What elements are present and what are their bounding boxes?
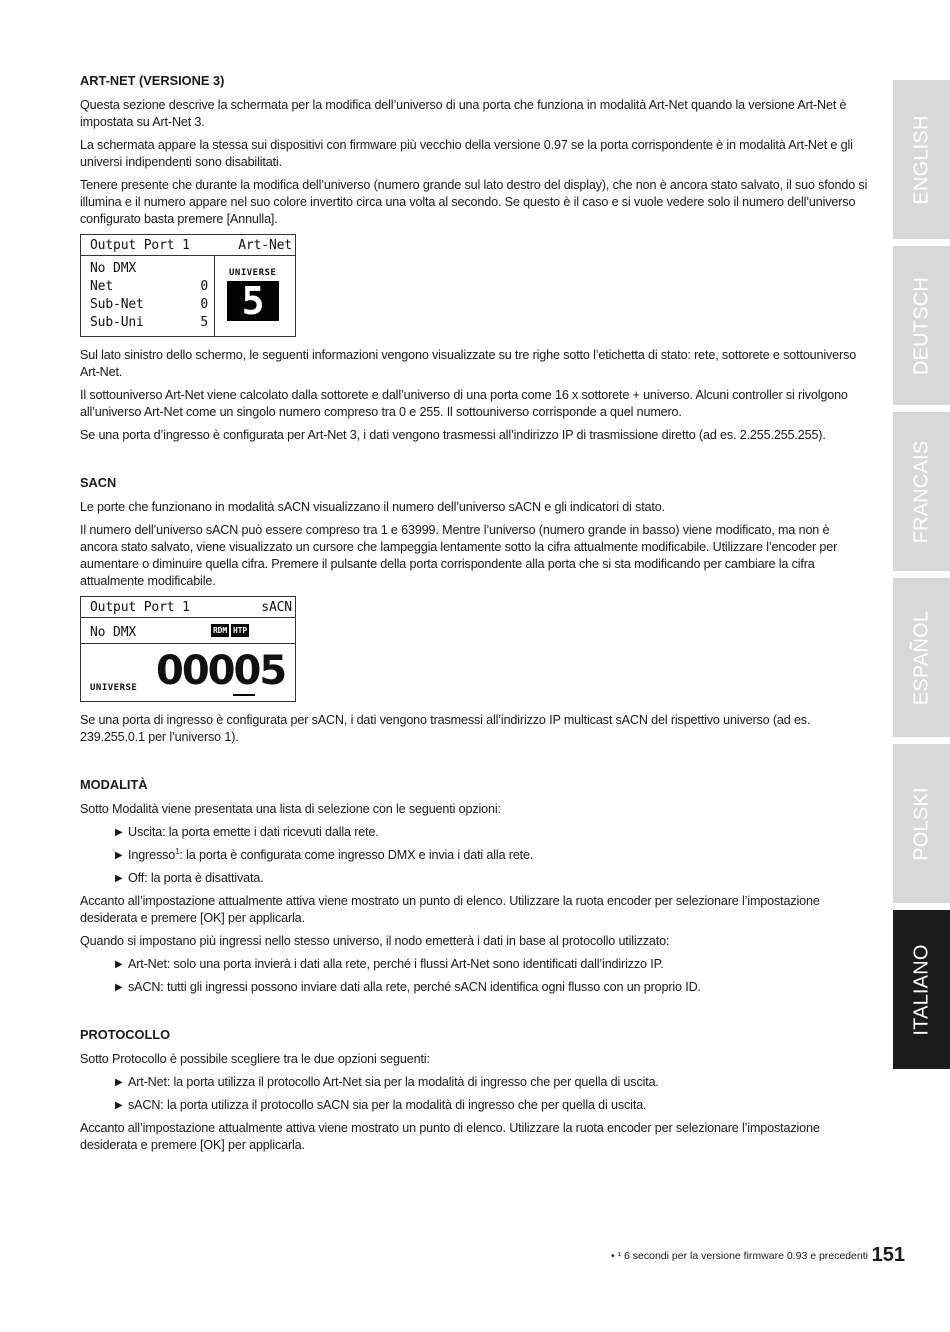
tab-espanol[interactable]: ESPAÑOL [893,578,950,737]
tab-francais[interactable]: FRANCAIS [893,412,950,571]
arrow-right-icon: ▶ [115,873,123,884]
paragraph: Accanto all’impostazione attualmente attiva viene mostrato un punto di elenco. Utilizzare la ruota encoder per selezionare l’impostazione desiderata e premere [OK] per applicarla. [80,894,820,925]
section-title-modalita: MODALITÀ [80,777,148,792]
universe-value: 5 [227,281,279,321]
main-content [80,72,870,1160]
paragraph: Il sottouniverso Art-Net viene calcolato dalla sottorete e dall’universo di una porta come 16 x sottorete + universo. Alcuni controller si rivolgono all’universo Art-Net come un singolo numero compreso tra 0 e 255. Il sottouniverso corrisponde a quel numero. [80,388,848,419]
htp-badge: HTP [233,626,247,635]
paragraph: La schermata appare la stessa sui dispositivi con firmware più vecchio della versione 0.97 se la porta corrispondente è in modalità Art-Net e gli universi indipendenti sono disabilitati. [80,138,853,169]
display-info-rows [90,260,208,332]
paragraph: Se una porta di ingresso è configurata per sACN, i dati vengono trasmessi all’indirizzo IP multicast sACN del rispettivo universo (ad es. 239.255.0.1 per l’universo 1). [80,713,811,744]
universe-label: UNIVERSE [229,268,277,278]
arrow-right-icon: ▶ [115,827,123,838]
paragraph: Le porte che funzionano in modalità sACN visualizzano il numero dell’universo sACN e gli indicatori di stato. [80,500,665,514]
section-title-sacn: SACN [80,475,117,490]
status-badges [211,624,249,637]
net-label: Net [90,279,114,294]
rdm-badge: RDM [213,626,227,635]
paragraph: Sotto Modalità viene presentata una lista di selezione con le seguenti opzioni: [80,802,501,816]
edit-cursor [233,694,255,696]
paragraph: Il numero dell’universo sACN può essere compreso tra 1 e 63999. Mentre l’universo (numero grande in basso) viene modificato, ma non è ancora stato salvato, viene visualizzato un cursore che lampeggia lentamente sotto la cifra attualmente modificabile. Utilizzare l’encoder per aumentare o diminuire quella cifra. Premere il pulsante della porta corrispondente alla porta che si sta modificando per cambiare la cifra attualmente modificabile. [80,523,838,588]
display-mode-label: sACN [261,600,292,615]
universe-label: UNIVERSE [90,683,138,693]
paragraph: Questa sezione descrive la schermata per la modifica dell’universo di una porta che funziona in modalità Art-Net quando la versione Art-Net è impostata su Art-Net 3. [80,98,847,129]
list-item: ▶ Art-Net: la porta utilizza il protocollo Art-Net sia per la modalità di ingresso che per quella di uscita. [115,1075,659,1089]
subnet-label: Sub-Net [90,297,144,312]
arrow-right-icon: ▶ [115,1100,123,1111]
display-header [81,597,295,618]
footnote: • ¹ 6 secondi per la versione firmware 0.93 e precedenti [611,1250,868,1262]
display-status: No DMX [90,625,137,640]
tab-deutsch[interactable]: DEUTSCH [893,246,950,405]
protocol-behaviour-list [80,956,870,996]
arrow-right-icon: ▶ [115,959,123,970]
arrow-right-icon: ▶ [115,850,123,861]
page-footer [595,1244,905,1270]
artnet-display-illustration [80,234,296,337]
list-item: ▶ Art-Net: solo una porta invierà i dati alla rete, perché i flussi Art-Net sono identificati dall’indirizzo IP. [115,957,664,971]
list-item: ▶ sACN: tutti gli ingressi possono inviare dati alla rete, perché sACN identifica ogni flusso con un proprio ID. [115,980,701,994]
tab-english[interactable]: ENGLISH [893,80,950,239]
footnote-marker: 1 [175,846,180,856]
list-item: ▶ sACN: la porta utilizza il protocollo sACN sia per la modalità di ingresso che per quella di uscita. [115,1098,647,1112]
display-divider [214,255,215,336]
page-number: 151 [871,1244,905,1266]
paragraph: Quando si impostano più ingressi nello stesso universo, il nodo emetterà i dati in base al protocollo utilizzato: [80,934,670,948]
list-item: ▶ Ingresso$^1$: la porta è configurata come ingresso DMX e invia i dati alla rete. [115,846,534,862]
arrow-right-icon: ▶ [115,1077,123,1088]
paragraph: Tenere presente che durante la modifica dell’universo (numero grande sul lato destro del display), che non è ancora stato salvato, il suo sfondo si illumina e il numero appare nel suo colore invertito circa una volta al secondo. Se questo è il caso e si vuole vedere solo il numero dell’universo configurato basta premere [Annulla]. [80,178,868,226]
language-tabs [893,80,950,1076]
list-item: ▶ Uscita: la porta emette i dati ricevuti dalla rete. [115,825,379,839]
subuni-label: Sub-Uni [90,315,144,330]
universe-value: 00005 [156,648,286,694]
display-port-label: Output Port 1 [90,600,190,615]
paragraph: Sotto Protocollo è possibile scegliere tra le due opzioni seguenti: [80,1052,430,1066]
list-item: ▶ Off: la porta è disattivata. [115,871,264,885]
paragraph: Accanto all’impostazione attualmente attiva viene mostrato un punto di elenco. Utilizzare la ruota encoder per selezionare l’impostazione desiderata e premere [OK] per applicarla. [80,1121,820,1152]
display-status-row [81,617,295,644]
mode-options-list [80,824,870,887]
paragraph: Sul lato sinistro dello schermo, le seguenti informazioni vengono visualizzate su tre righe sotto l’etichetta di stato: rete, sottorete e sottouniverso Art-Net. [80,348,857,379]
sacn-display-illustration [80,596,296,702]
section-title-protocollo: PROTOCOLLO [80,1027,171,1042]
display-header [81,235,295,256]
protocol-options-list [80,1074,870,1114]
subuni-value: 5 [200,315,208,330]
net-value: 0 [200,279,208,294]
display-status: No DMX [90,261,137,276]
subnet-value: 0 [200,297,208,312]
tab-italiano[interactable]: ITALIANO [893,910,950,1069]
display-mode-label: Art-Net [238,238,292,253]
section-title-artnet: ART-NET (VERSIONE 3) [80,73,225,88]
paragraph: Se una porta d’ingresso è configurata per Art-Net 3, i dati vengono trasmessi all’indirizzo IP di trasmissione diretto (ad es. 2.255.255.255). [80,428,826,442]
display-port-label: Output Port 1 [90,238,190,253]
arrow-right-icon: ▶ [115,982,123,993]
tab-polski[interactable]: POLSKI [893,744,950,903]
